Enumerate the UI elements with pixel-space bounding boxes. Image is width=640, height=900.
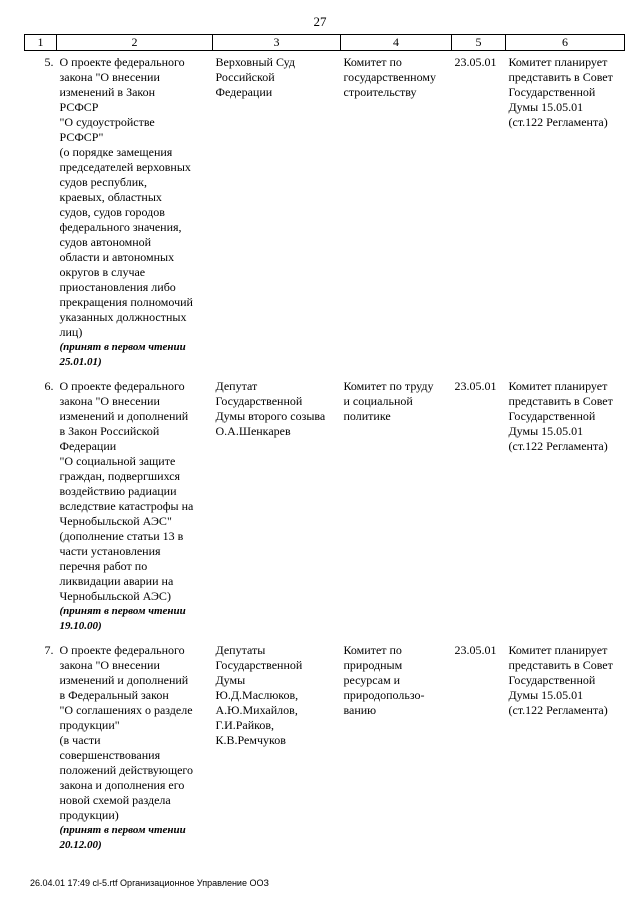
date: 23.05.01 [454,55,497,69]
bill-title: О проекте федерального закона "О внесении изменений и дополнений в Закон Российской Федерации "О социальной защите граждан, подвергшихся воздействию радиации вследствие катастрофы на Чернобыльской АЭС" (дополнение статьи 13 в части установления перечня работ по ликвидации аварии на Чернобыльской АЭС) [59,379,194,603]
bill-cell [57,375,213,639]
bill-cell [57,51,213,376]
header-row [25,35,625,51]
bill-cell [57,639,213,873]
column-header: 3 [213,35,341,51]
bill-title: О проекте федерального закона "О внесении изменений в Закон РСФСР "О судоустройстве РСФСР" (о порядке замещения председателей верховных судов республик, краевых, областных судов, судов городов федерального значения, судов автономной области и автономных округов в случае приостановления либо прекращения полномочий указанных должностных лиц) [59,55,193,339]
bill-status: (принят в первом чтении 25.01.01) [59,341,186,368]
bill-status: (принят в первом чтении 20.12.00) [59,824,186,851]
column-header: 5 [452,35,506,51]
bills-table [24,34,625,873]
row-number: 5. [44,55,54,69]
plan-note: Комитет планирует представить в Совет Государственной Думы 15.05.01 (ст.122 Регламента) [508,55,613,129]
row-number: 7. [44,643,54,657]
row-number: 6. [44,379,54,393]
committee: Комитет по государственному строительству [343,55,436,99]
plan-note: Комитет планирует представить в Совет Государственной Думы 15.05.01 (ст.122 Регламента) [508,643,613,717]
page-number: 27 [313,14,327,29]
table-row [25,51,625,376]
table-row [25,639,625,873]
bill-title: О проекте федерального закона "О внесении изменений и дополнений в Федеральный закон "О соглашениях о разделе продукции" (в части совершенствования положений действующего закона и дополнения его новой схемой раздела продукции) [59,643,194,822]
committee: Комитет по труду и социальной политике [343,379,434,423]
column-header: 6 [506,35,625,51]
date: 23.05.01 [454,643,497,657]
table-row [25,375,625,639]
date: 23.05.01 [454,379,497,393]
column-header: 2 [57,35,213,51]
bill-status: (принят в первом чтении 19.10.00) [59,605,186,632]
column-header: 1 [25,35,57,51]
footer-note: 26.04.01 17:49 cl-5.rtf Организационное Управление ООЗ [30,878,269,888]
bill-author: Депутат Государственной Думы второго созыва О.А.Шенкарев [215,379,326,438]
bill-author: Верховный Суд Российской Федерации [215,55,295,99]
bill-author: Депутаты Государственной Думы Ю.Д.Маслюков, А.Ю.Михайлов, Г.И.Райков, К.В.Ремчуков [215,643,303,747]
column-header: 4 [341,35,452,51]
plan-note: Комитет планирует представить в Совет Государственной Думы 15.05.01 (ст.122 Регламента) [508,379,613,453]
committee: Комитет по природным ресурсам и природопользо- ванию [343,643,425,717]
